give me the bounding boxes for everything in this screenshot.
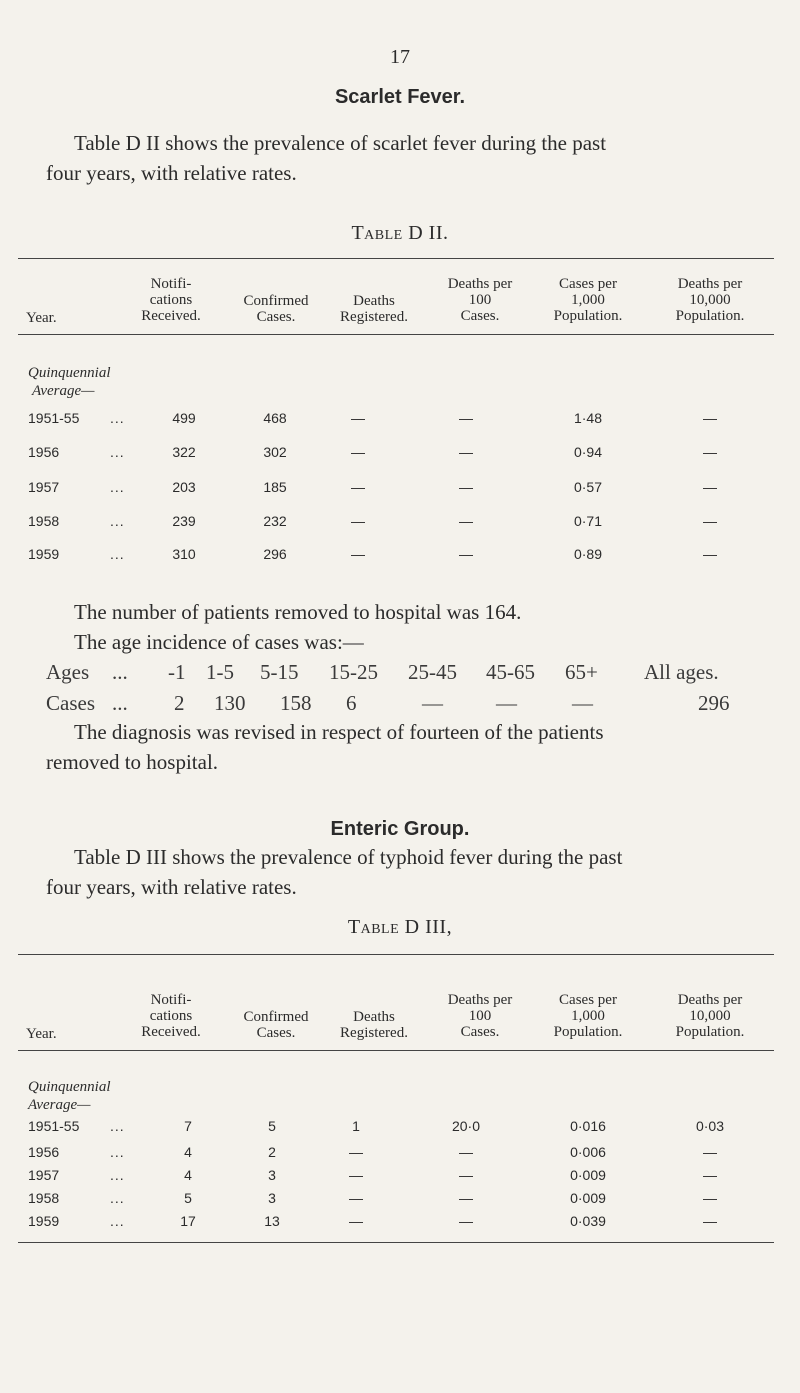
cell-deaths: — (351, 513, 365, 529)
leader-dots: ... (110, 444, 125, 460)
cell-cases-per-1000: 0·009 (570, 1167, 606, 1183)
leader-dots: ... (110, 479, 125, 495)
cell-cases-per-1000: 0·016 (570, 1118, 606, 1134)
table-row (0, 1190, 800, 1210)
table-top-rule (18, 258, 774, 259)
case-count: 130 (214, 691, 246, 715)
cell-deaths-per-10000: — (703, 513, 717, 529)
age-group: All ages. (644, 660, 719, 684)
leader-dots: ... (112, 691, 128, 715)
cell-confirmed: 185 (263, 479, 287, 495)
table-row (0, 444, 800, 464)
cell-deaths: — (349, 1190, 363, 1206)
cell-confirmed: 13 (264, 1213, 280, 1229)
table-header-rule (18, 1050, 774, 1051)
age-group: 25-45 (408, 660, 457, 684)
cell-cases-per-1000: 0·94 (573, 444, 603, 460)
table-row (0, 1144, 800, 1164)
col-header-notifications: Notifi- cations Received. (141, 276, 201, 324)
cell-deaths: 1 (352, 1118, 360, 1134)
col-header-year: Year. (26, 310, 57, 326)
cell-notifications: 5 (184, 1190, 192, 1206)
cell-confirmed: 3 (268, 1190, 276, 1206)
case-count: — (572, 691, 593, 715)
cell-deaths: — (349, 1144, 363, 1160)
col-header-deaths-per-10000: Deaths per 10,000 Population. (675, 992, 745, 1040)
cell-notifications: 239 (172, 513, 196, 529)
col-header-year: Year. (26, 1026, 57, 1042)
table-row (0, 513, 800, 533)
col-header-deaths: Deaths Registered. (340, 293, 408, 325)
intro-line: four years, with relative rates. (46, 875, 297, 899)
col-header-confirmed: Confirmed Cases. (243, 1009, 309, 1041)
cell-deaths: — (351, 410, 365, 426)
cell-confirmed: 232 (263, 513, 287, 529)
case-count: 6 (346, 691, 357, 715)
leader-dots: ... (110, 1213, 125, 1229)
cell-notifications: 17 (180, 1213, 196, 1229)
cell-notifications: 7 (184, 1118, 192, 1134)
cell-confirmed: 3 (268, 1167, 276, 1183)
case-count: 296 (698, 691, 730, 715)
cell-cases-per-1000: 0·89 (573, 546, 603, 562)
cell-notifications: 4 (184, 1144, 192, 1160)
col-header-deaths-per-100: Deaths per 100 Cases. (447, 992, 513, 1040)
cell-deaths-per-100: — (459, 1167, 473, 1183)
cell-notifications: 322 (172, 444, 196, 460)
leader-dots: ... (110, 1167, 125, 1183)
age-group: 5-15 (260, 660, 299, 684)
cell-notifications: 499 (172, 410, 196, 426)
cell-year: 1951-55 (28, 1118, 80, 1134)
cell-deaths-per-10000: — (703, 546, 717, 562)
cell-deaths-per-100: — (459, 1213, 473, 1229)
case-count: 2 (174, 691, 185, 715)
cell-deaths-per-100: — (459, 546, 473, 562)
cell-year: 1957 (28, 1167, 60, 1183)
cell-deaths-per-10000: 0·03 (695, 1118, 725, 1134)
cell-deaths-per-100: — (459, 444, 473, 460)
leader-dots: ... (110, 546, 125, 562)
cell-confirmed: 5 (268, 1118, 276, 1134)
age-group: 1-5 (206, 660, 234, 684)
table-row (0, 410, 800, 430)
col-header-cases-per-1000: Cases per 1,000 Population. (553, 276, 623, 324)
table-title-d3: Table D III, (347, 916, 453, 938)
cell-cases-per-1000: 0·006 (570, 1144, 606, 1160)
cell-year: 1956 (28, 1144, 60, 1160)
cell-cases-per-1000: 0·039 (570, 1213, 606, 1229)
cell-deaths-per-100: — (459, 513, 473, 529)
cell-deaths: — (349, 1167, 363, 1183)
cell-year: 1958 (28, 1190, 60, 1206)
cell-deaths-per-100: 20·0 (451, 1118, 481, 1134)
leader-dots: ... (112, 660, 128, 684)
page-number: 17 (390, 46, 410, 68)
col-header-cases-per-1000: Cases per 1,000 Population. (553, 992, 623, 1040)
cell-year: 1951-55 (28, 410, 80, 426)
table-row (0, 1213, 800, 1233)
col-header-deaths-per-10000: Deaths per 10,000 Population. (675, 276, 745, 324)
cell-deaths-per-100: — (459, 410, 473, 426)
cell-cases-per-1000: 0·009 (570, 1190, 606, 1206)
table-bottom-rule (18, 1242, 774, 1243)
cell-deaths-per-10000: — (703, 1213, 717, 1229)
table-row (0, 479, 800, 499)
col-header-deaths: Deaths Registered. (340, 1009, 408, 1041)
section-heading-scarlet: Scarlet Fever. (334, 86, 466, 108)
col-header-deaths-per-100: Deaths per 100 Cases. (447, 276, 513, 324)
cell-deaths: — (351, 546, 365, 562)
age-group: 65+ (565, 660, 598, 684)
cell-deaths-per-10000: — (703, 1167, 717, 1183)
table-row (0, 546, 800, 566)
cell-deaths: — (351, 479, 365, 495)
cell-deaths: — (351, 444, 365, 460)
col-header-confirmed: Confirmed Cases. (243, 293, 309, 325)
case-count: 158 (280, 691, 312, 715)
age-group: 45-65 (486, 660, 535, 684)
leader-dots: ... (110, 1144, 125, 1160)
leader-dots: ... (110, 513, 125, 529)
intro-line: Table D II shows the prevalence of scarlet fever during the past (74, 131, 607, 155)
text-line: The number of patients removed to hospital was 164. (74, 600, 522, 624)
case-count: — (496, 691, 517, 715)
cell-notifications: 310 (172, 546, 196, 562)
cell-cases-per-1000: 1·48 (573, 410, 603, 426)
text-line: removed to hospital. (46, 750, 219, 774)
text-line: The age incidence of cases was:— (74, 630, 364, 654)
cell-deaths-per-10000: — (703, 479, 717, 495)
cell-deaths-per-10000: — (703, 410, 717, 426)
intro-line: four years, with relative rates. (46, 161, 297, 185)
leader-dots: ... (110, 1118, 125, 1134)
table-header-rule (18, 334, 774, 335)
cell-year: 1959 (28, 1213, 60, 1229)
quinquennial-average-label: Quinquennial Average— (28, 365, 111, 399)
case-count: — (422, 691, 443, 715)
cell-confirmed: 2 (268, 1144, 276, 1160)
cases-label: Cases (46, 691, 95, 715)
table-row (0, 1118, 800, 1138)
cell-year: 1958 (28, 513, 60, 529)
cell-notifications: 4 (184, 1167, 192, 1183)
section-heading-enteric: Enteric Group. (330, 818, 470, 840)
ages-label: Ages (46, 660, 90, 684)
cell-year: 1957 (28, 479, 60, 495)
cell-deaths-per-10000: — (703, 1144, 717, 1160)
leader-dots: ... (110, 1190, 125, 1206)
cell-deaths: — (349, 1213, 363, 1229)
age-group: -1 (168, 660, 186, 684)
cell-cases-per-1000: 0·71 (573, 513, 603, 529)
age-group: 15-25 (329, 660, 378, 684)
table-row (0, 1167, 800, 1187)
cell-year: 1956 (28, 444, 60, 460)
cell-deaths-per-10000: — (703, 1190, 717, 1206)
cell-year: 1959 (28, 546, 60, 562)
cell-confirmed: 302 (263, 444, 287, 460)
cell-cases-per-1000: 0·57 (573, 479, 603, 495)
text-line: The diagnosis was revised in respect of fourteen of the patients (74, 720, 604, 744)
table-top-rule (18, 954, 774, 955)
cell-confirmed: 468 (263, 410, 287, 426)
cell-deaths-per-10000: — (703, 444, 717, 460)
ages-row (46, 660, 766, 690)
col-header-notifications: Notifi- cations Received. (141, 992, 201, 1040)
cell-notifications: 203 (172, 479, 196, 495)
intro-line: Table D III shows the prevalence of typhoid fever during the past (74, 845, 623, 869)
quinquennial-average-label: Quinquennial Average— (28, 1079, 111, 1113)
cell-deaths-per-100: — (459, 479, 473, 495)
leader-dots: ... (110, 410, 125, 426)
cell-deaths-per-100: — (459, 1144, 473, 1160)
cell-deaths-per-100: — (459, 1190, 473, 1206)
cell-confirmed: 296 (263, 546, 287, 562)
table-title-d2: Table D II. (351, 222, 449, 244)
